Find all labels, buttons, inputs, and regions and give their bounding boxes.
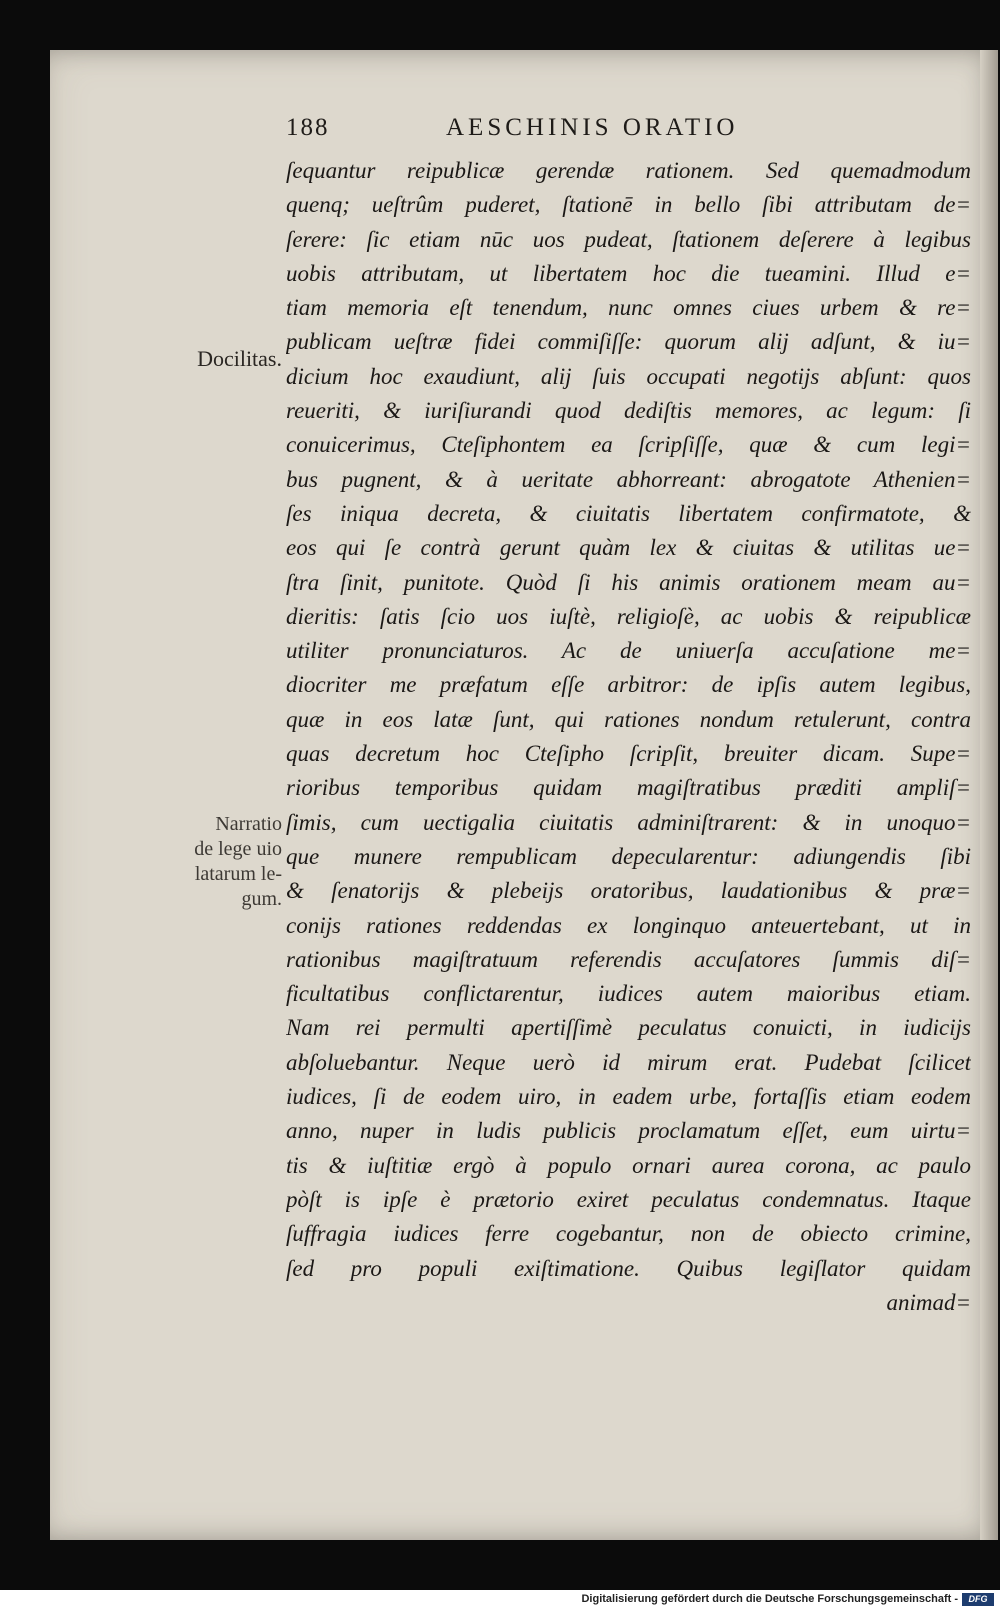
text-line: quenq; ueſtrûm puderet, ſtationē in bello ſibi attributam de= bbox=[286, 192, 971, 218]
marginal-line: de lege uio bbox=[194, 838, 282, 860]
marginal-note-docilitas: Docilitas. bbox=[197, 346, 282, 371]
text-line: ficultatibus conflictarentur, iudices autem maioribus etiam. bbox=[286, 981, 971, 1007]
text-line: dieritis: ſatis ſcio uos iuſtè, religioſè, ac uobis & reipublicæ bbox=[286, 603, 971, 629]
running-head bbox=[286, 114, 846, 148]
text-line: diocriter me præfatum eſſe arbitror: de ipſis autem legibus, bbox=[286, 672, 971, 698]
text-line: ſequantur reipublicæ gerendæ rationem. Sed quemadmodum bbox=[286, 158, 971, 183]
marginal-line: latarum le- bbox=[194, 863, 282, 885]
text-line: iudices, ſi de eodem uiro, in eadem urbe, fortaſſis etiam eodem bbox=[286, 1084, 971, 1110]
text-line: ſuffragia iudices ferre cogebantur, non de obiecto crimine, bbox=[286, 1221, 971, 1247]
text-line: ſimis, cum uectigalia ciuitatis adminiſtrarent: & in unoquo= bbox=[286, 809, 971, 835]
text-line: quas decretum hoc Cteſipho ſcripſit, breuiter dicam. Supe= bbox=[286, 741, 971, 767]
footer-credit: Digitalisierung gefördert durch die Deutsche Forschungsgemeinschaft - bbox=[581, 1593, 958, 1605]
marginal-note-narratio bbox=[102, 812, 282, 912]
text-line: tiam memoria eſt tenendum, nunc omnes ciues urbem & re= bbox=[286, 295, 971, 321]
marginal-line: gum. bbox=[241, 888, 282, 910]
text-line: rioribus temporibus quidam magiſtratibus præditi ampliſ= bbox=[286, 775, 971, 801]
text-line: publicam ueſtræ fidei commiſiſſe: quorum alij adſunt, & iu= bbox=[286, 329, 971, 355]
text-line: tis & iuſtitiæ ergò à populo ornari aurea corona, ac paulo bbox=[286, 1152, 971, 1178]
text-line: eos qui ſe contrà gerunt quàm lex & ciuitas & utilitas ue= bbox=[286, 535, 971, 561]
text-line: abſoluebantur. Neque uerò id mirum erat. Pudebat ſcilicet bbox=[286, 1049, 971, 1075]
text-line: Nam rei permulti apertiſſimè peculatus conuicti, in iudicijs bbox=[286, 1015, 971, 1041]
running-title: AESCHINIS ORATIO bbox=[446, 114, 739, 141]
text-line: uobis attributam, ut libertatem hoc die tueamini. Illud e= bbox=[286, 260, 971, 286]
text-line: dicium hoc exaudiunt, alij ſuis occupati negotijs abſunt: quos bbox=[286, 363, 971, 389]
text-line: conijs rationes reddendas ex longinquo anteuertebant, ut in bbox=[286, 912, 971, 938]
text-line: ſtra ſinit, punitote. Quòd ſi his animis orationem meam au= bbox=[286, 569, 971, 595]
page-number: 188 bbox=[286, 114, 330, 141]
text-line: ſed pro populi exiſtimatione. Quibus legiſlator quidam bbox=[286, 1255, 971, 1281]
digitization-footer bbox=[0, 1590, 1000, 1610]
text-line: conuicerimus, Cteſiphontem ea ſcripſiſſe, quæ & cum legi= bbox=[286, 432, 971, 458]
text-line: pòſt is ipſe è prætorio exiret peculatus condemnatus. Itaque bbox=[286, 1186, 971, 1212]
text-line: ſes iniqua decreta, & ciuitatis libertatem confirmatote, & bbox=[286, 500, 971, 526]
text-line: anno, nuper in ludis publicis proclamatum eſſet, eum uirtu= bbox=[286, 1118, 971, 1144]
text-line: ſerere: ſic etiam nūc uos pudeat, ſtationem deſerere à legibus bbox=[286, 226, 971, 252]
dfg-logo: DFG bbox=[962, 1593, 994, 1606]
text-line: & ſenatorijs & plebeijs oratoribus, laudationibus & præ= bbox=[286, 878, 971, 904]
book-page bbox=[50, 50, 998, 1540]
marginal-line: Narratio bbox=[215, 813, 282, 835]
text-line: rationibus magiſtratuum referendis accuſatores ſummis diſ= bbox=[286, 946, 971, 972]
body-text bbox=[286, 154, 971, 1320]
page-edge bbox=[980, 50, 998, 1540]
text-line: animad= bbox=[886, 1289, 971, 1315]
text-line: que munere rempublicam depecularentur: adiungendis ſibi bbox=[286, 843, 971, 869]
text-line: bus pugnent, & à ueritate abhorreant: abrogatote Athenien= bbox=[286, 466, 971, 492]
text-line: quæ in eos latæ ſunt, qui rationes nondum retulerunt, contra bbox=[286, 706, 971, 732]
text-line: utiliter pronunciaturos. Ac de uniuerſa accuſatione me= bbox=[286, 638, 971, 664]
text-line: reueriti, & iuriſiurandi quod dediſtis memores, ac legum: ſi bbox=[286, 398, 971, 424]
